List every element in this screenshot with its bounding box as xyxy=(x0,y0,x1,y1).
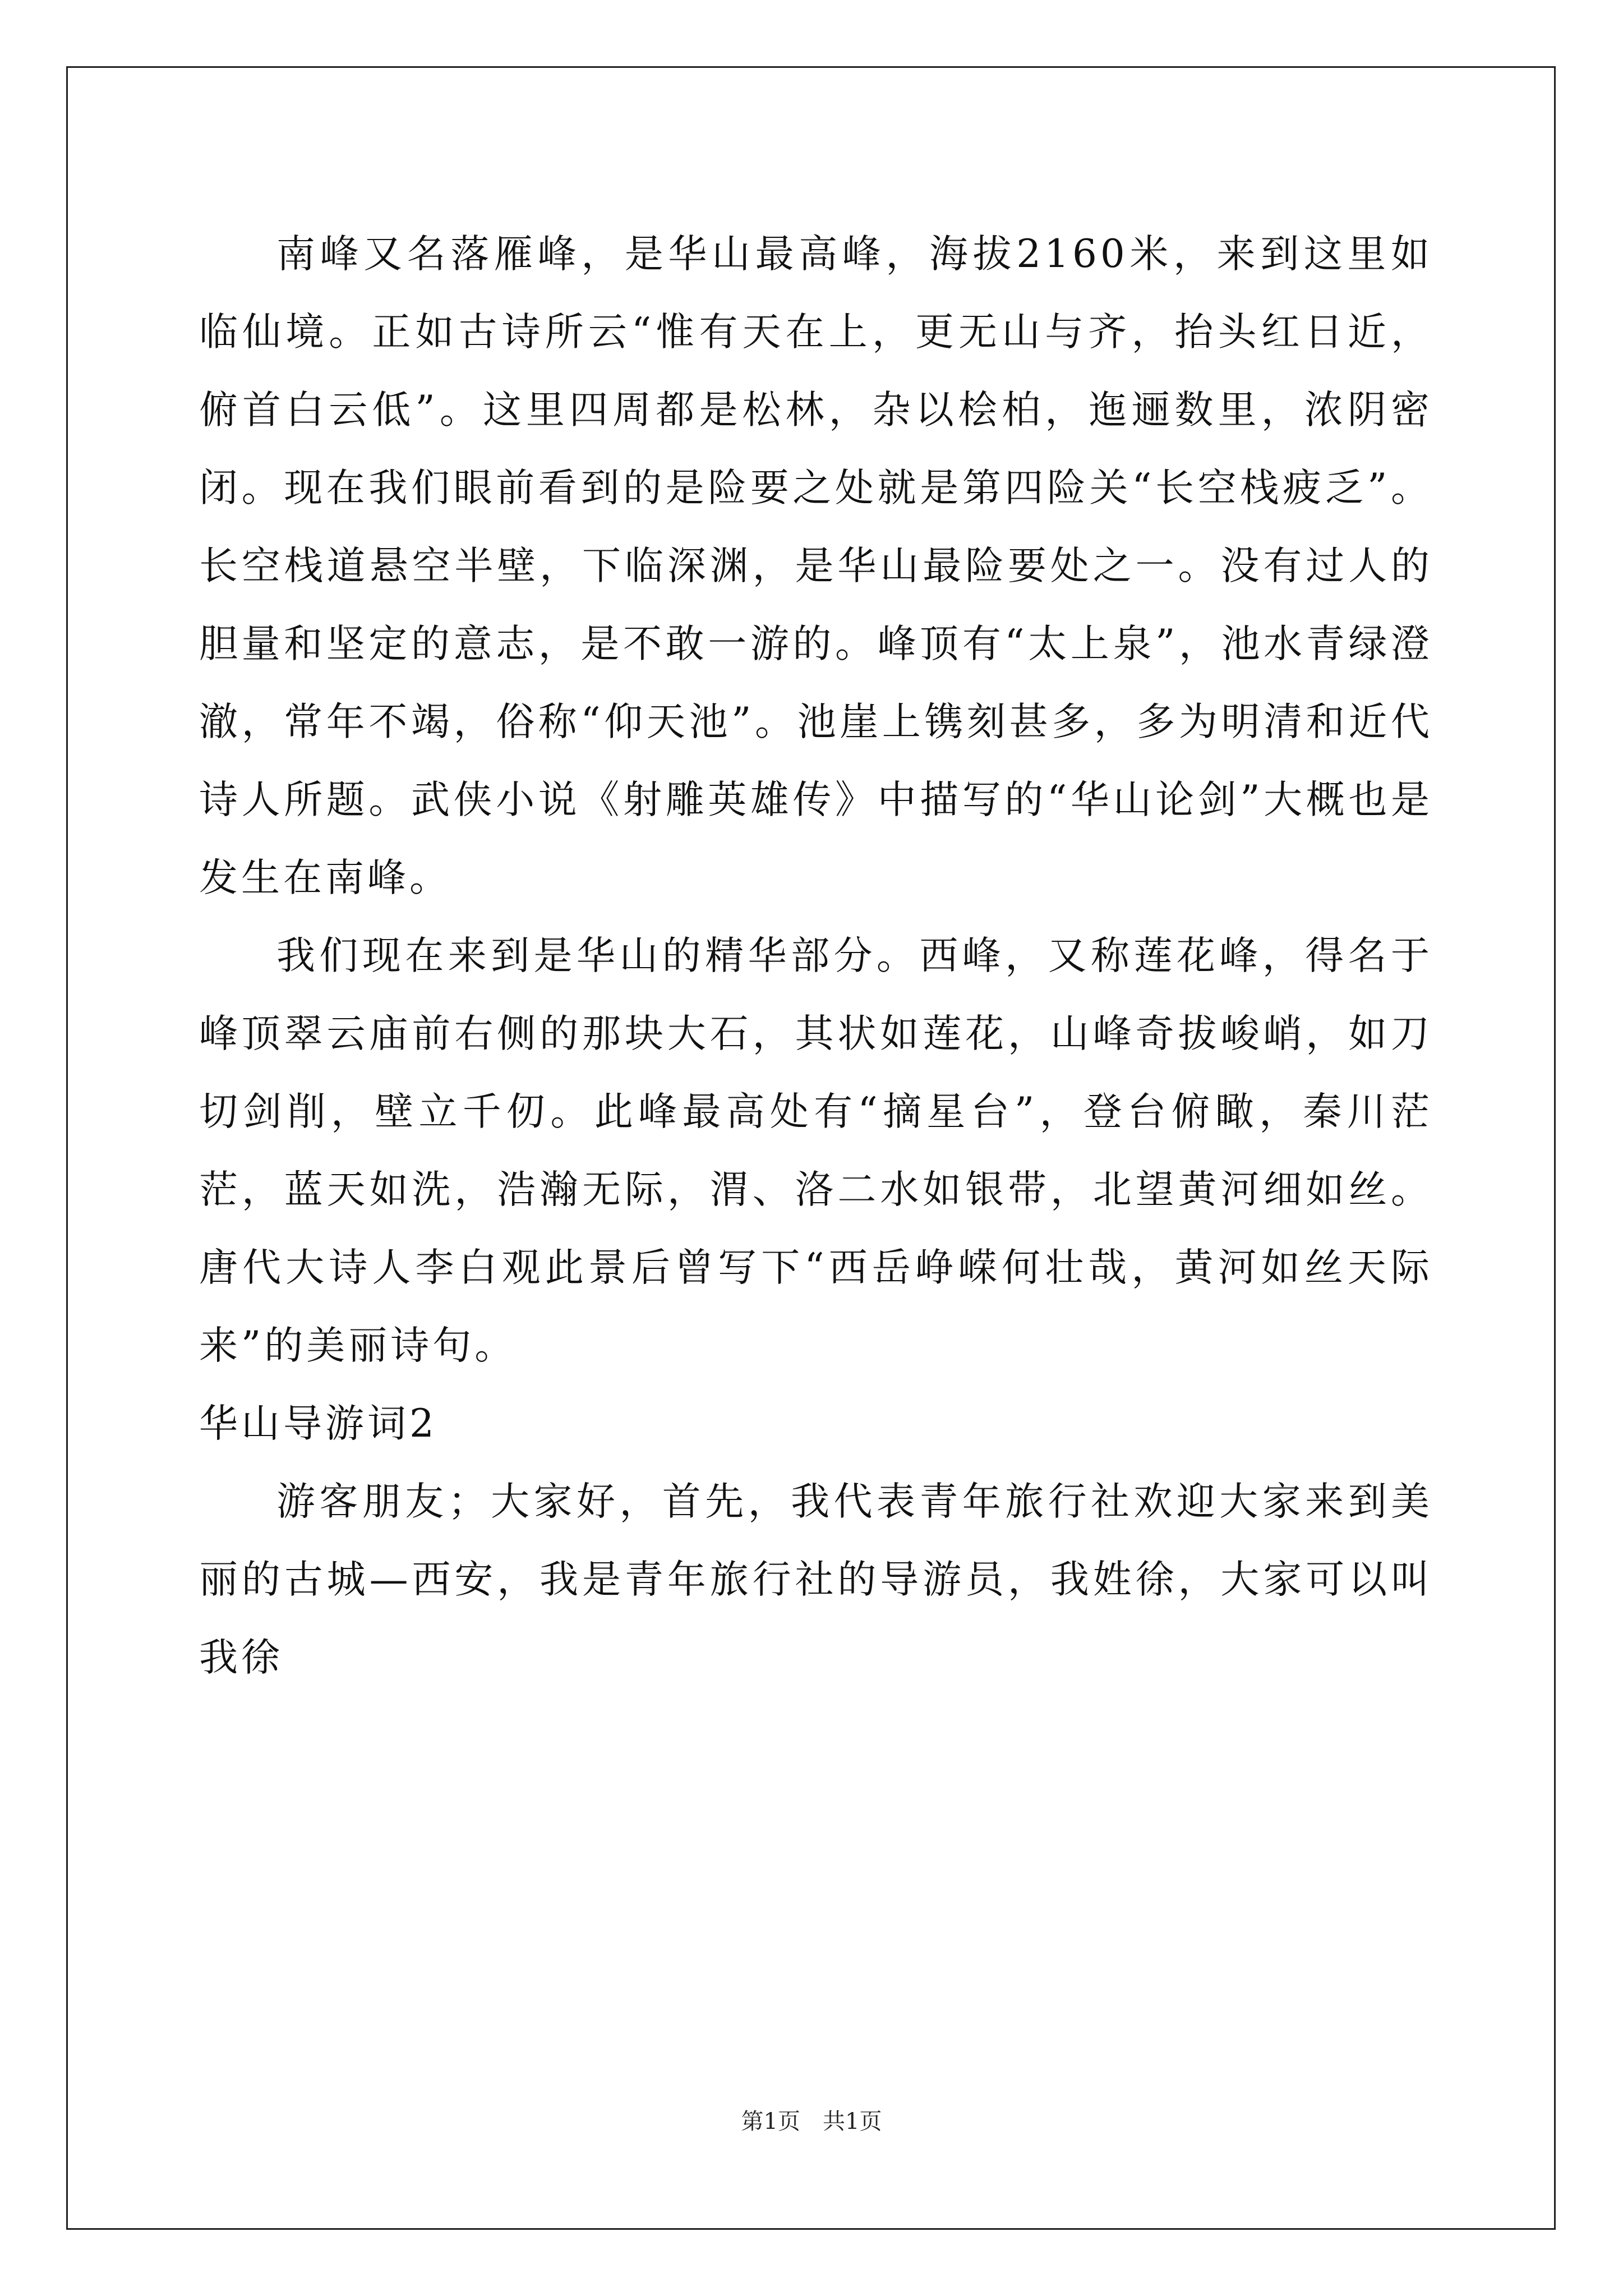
paragraph-intro: 游客朋友；大家好，首先，我代表青年旅行社欢迎大家来到美丽的古城—西安，我是青年旅行社的导游员，我姓徐，大家可以叫我徐 xyxy=(199,1479,1433,1680)
page-number-footer: 第1页 共1页 xyxy=(741,2109,882,2134)
document-body xyxy=(199,215,1433,1697)
paragraph-south-peak: 南峰又名落雁峰，是华山最高峰，海拔2160米，来到这里如临仙境。正如古诗所云“惟有天在上，更无山与齐，抬头红日近，俯首白云低”。这里四周都是松林，杂以桧柏，迤逦数里，浓阴密闭。现在我们眼前看到的是险要之处就是第四险关“长空栈疲乏”。长空栈道悬空半壁，下临深渊，是华山最险要处之一。没有过人的胆量和坚定的意志，是不敢一游的。峰顶有“太上泉”，池水青绿澄澈，常年不竭，俗称“仰天池”。池崖上镌刻甚多，多为明清和近代诗人所题。武侠小说《射雕英雄传》中描写的“华山论剑”大概也是发生在南峰。 xyxy=(199,232,1433,900)
paragraph-west-peak: 我们现在来到是华山的精华部分。西峰，又称莲花峰，得名于峰顶翠云庙前右侧的那块大石，其状如莲花，山峰奇拔峻峭，如刀切剑削，壁立千仞。此峰最高处有“摘星台”，登台俯瞰，秦川茫茫，蓝天如洗，浩瀚无际，渭、洛二水如银带，北望黄河细如丝。唐代大诗人李白观此景后曾写下“西岳峥嵘何壮哉，黄河如丝天际来”的美丽诗句。 xyxy=(199,933,1433,1368)
section-title: 华山导游词2 xyxy=(199,1401,437,1446)
